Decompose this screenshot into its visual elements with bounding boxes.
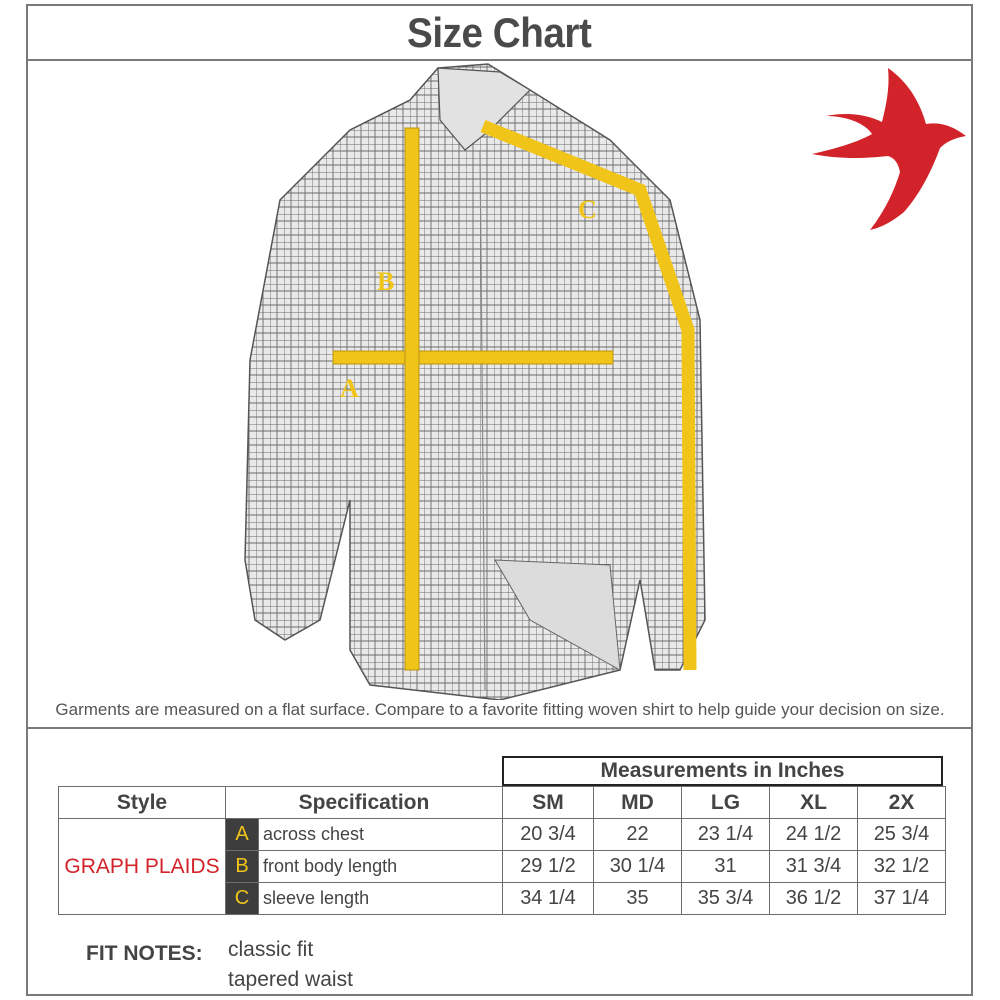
table-cell: 25 3/4 (858, 819, 946, 851)
table-cell: 37 1/4 (858, 883, 946, 915)
table-cell: 30 1/4 (594, 851, 682, 883)
style-header: Style (59, 787, 226, 819)
measurements-header: Measurements in Inches (502, 756, 943, 786)
table-cell: 24 1/2 (770, 819, 858, 851)
size-header-xl: XL (770, 787, 858, 819)
table-cell: 35 3/4 (682, 883, 770, 915)
size-header-md: MD (594, 787, 682, 819)
row-letter: C (226, 883, 259, 915)
table-cell: 31 (682, 851, 770, 883)
row-spec: across chest (259, 819, 503, 851)
page-title: Size Chart (407, 8, 592, 56)
table-cell: 23 1/4 (682, 819, 770, 851)
table-row (59, 819, 946, 851)
shirt-body (245, 64, 705, 700)
specification-header: Specification (226, 787, 503, 819)
table-cell: 32 1/2 (858, 851, 946, 883)
style-name: GRAPH PLAIDS (59, 819, 226, 915)
size-header-sm: SM (503, 787, 594, 819)
table-cell: 35 (594, 883, 682, 915)
label-b: B (377, 267, 395, 296)
table-cell: 36 1/2 (770, 883, 858, 915)
table-cell: 22 (594, 819, 682, 851)
table-cell: 31 3/4 (770, 851, 858, 883)
label-a: A (340, 374, 359, 403)
row-spec: sleeve length (259, 883, 503, 915)
row-spec: front body length (259, 851, 503, 883)
fit-note-1: classic fit (228, 938, 314, 961)
shirt-illustration (200, 60, 760, 700)
swallow-bird-logo (808, 62, 968, 232)
section-divider (26, 727, 973, 729)
row-letter: B (226, 851, 259, 883)
size-table (58, 786, 946, 915)
fit-note-2: tapered waist (228, 968, 353, 991)
measurement-note: Garments are measured on a flat surface. Compare to a favorite fitting woven shirt to help guide your decision on size. (55, 700, 945, 719)
measure-tape-b (405, 128, 419, 670)
size-header-2x: 2X (858, 787, 946, 819)
table-cell: 29 1/2 (503, 851, 594, 883)
row-letter: A (226, 819, 259, 851)
table-cell: 20 3/4 (503, 819, 594, 851)
fit-notes-label: FIT NOTES: (86, 942, 203, 965)
size-header-lg: LG (682, 787, 770, 819)
table-cell: 34 1/4 (503, 883, 594, 915)
title-bar (26, 4, 973, 61)
label-c: C (578, 195, 597, 224)
measure-tape-a (333, 351, 613, 364)
table-header-row (59, 787, 946, 819)
